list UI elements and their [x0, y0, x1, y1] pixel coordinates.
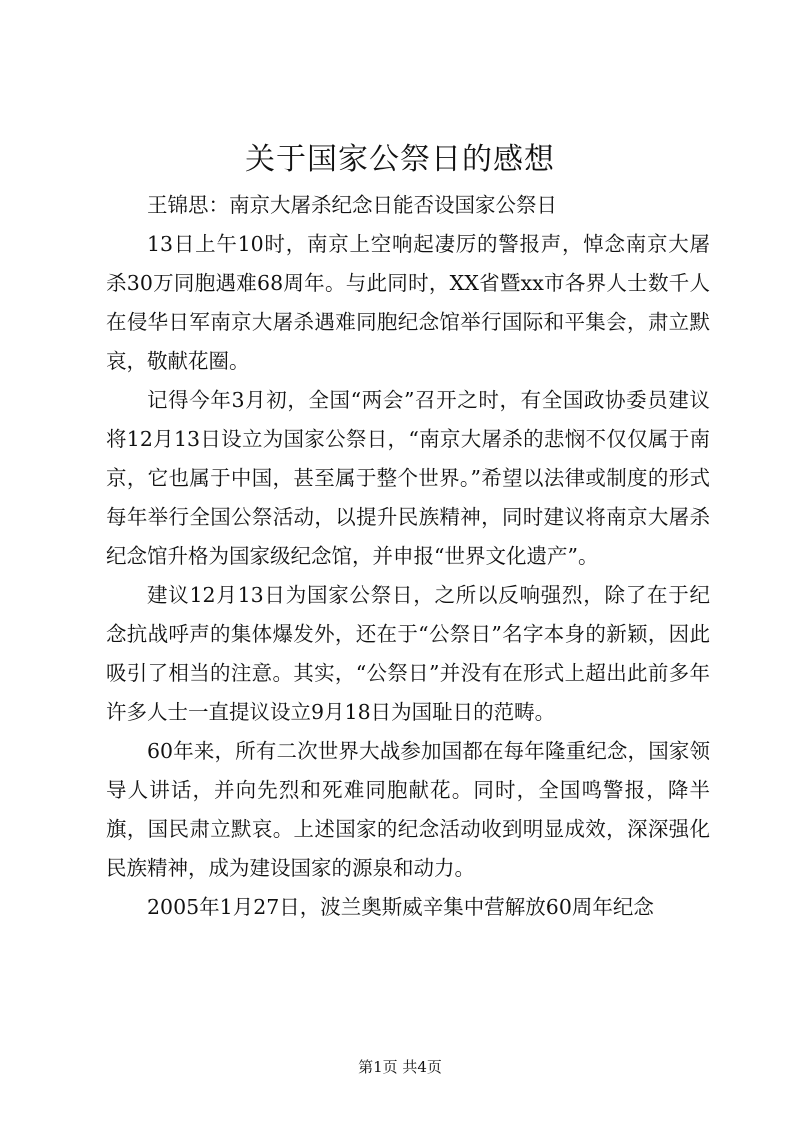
paragraph-5: 2005年1月27日，波兰奥斯威辛集中营解放60周年纪念	[147, 895, 654, 919]
paragraph-subtitle: 王锦思：南京大屠杀纪念日能否设国家公祭日	[147, 193, 557, 217]
paragraph-3: 建议12月13日为国家公祭日，之所以反响强烈，除了在于纪念抗战呼声的集体爆发外，还在于“公祭日”名字本身的新颖，因此吸引了相当的注意。其实，“公祭日”并没有在形式上超出此前多年许多人士一直提议设立9月18日为国耻日的范畴。	[106, 583, 710, 724]
document-body	[106, 186, 710, 927]
page-footer: 第1页 共4页	[358, 1058, 442, 1076]
paragraph-2: 记得今年3月初，全国“两会”召开之时，有全国政协委员建议将12月13日设立为国家公祭日，“南京大屠杀的悲悯不仅仅属于南京，它也属于中国，甚至属于整个世界。”希望以法律或制度的形式每年举行全国公祭活动，以提升民族精神，同时建议将南京大屠杀纪念馆升格为国家级纪念馆，并申报“世界文化遗产”。	[106, 388, 710, 568]
paragraph-4: 60年来，所有二次世界大战参加国都在每年隆重纪念，国家领导人讲话，并向先烈和死难同胞献花。同时，全国鸣警报，降半旗，国民肃立默哀。上述国家的纪念活动收到明显成效，深深强化民族精神，成为建设国家的源泉和动力。	[106, 739, 710, 880]
paragraph-1: 13日上午10时，南京上空响起凄厉的警报声，悼念南京大屠杀30万同胞遇难68周年。与此同时，XX省暨xx市各界人士数千人在侵华日军南京大屠杀遇难同胞纪念馆举行国际和平集会，肃立默哀，敬献花圈。	[106, 232, 710, 373]
document-title: 关于国家公祭日的感想	[245, 142, 555, 177]
